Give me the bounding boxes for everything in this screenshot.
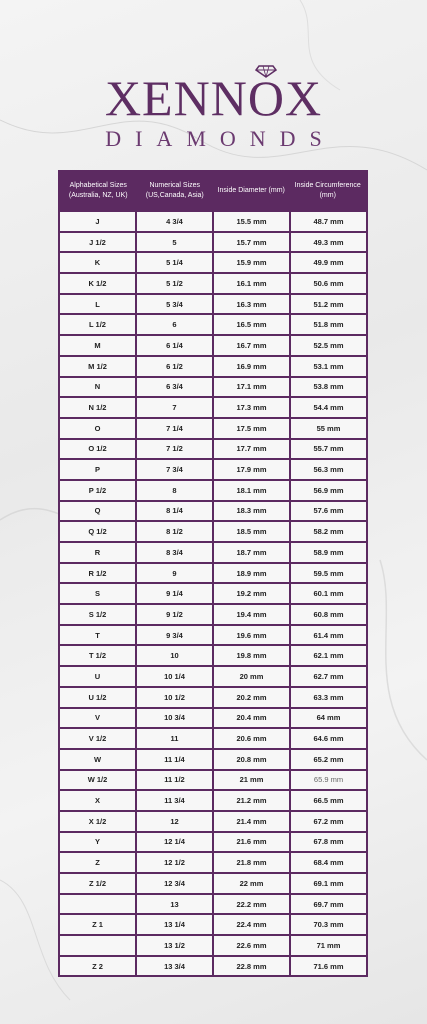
cell-circumference: 57.6 mm <box>291 502 366 521</box>
cell-circumference: 63.3 mm <box>291 688 366 707</box>
cell-circumference: 53.8 mm <box>291 378 366 397</box>
cell-diameter: 15.7 mm <box>214 233 289 252</box>
cell-alpha-size: Z 1 <box>60 915 135 934</box>
cell-circumference: 55.7 mm <box>291 440 366 459</box>
cell-circumference: 59.5 mm <box>291 564 366 583</box>
cell-alpha-size: R 1/2 <box>60 564 135 583</box>
cell-diameter: 15.5 mm <box>214 212 289 231</box>
cell-diameter: 21.2 mm <box>214 791 289 810</box>
cell-numeric-size: 7 3/4 <box>137 460 212 479</box>
table-row <box>60 502 366 523</box>
cell-diameter: 17.7 mm <box>214 440 289 459</box>
cell-diameter: 16.9 mm <box>214 357 289 376</box>
cell-circumference: 60.1 mm <box>291 584 366 603</box>
cell-circumference: 56.3 mm <box>291 460 366 479</box>
cell-alpha-size: O <box>60 419 135 438</box>
cell-numeric-size: 12 1/2 <box>137 853 212 872</box>
table-row <box>60 398 366 419</box>
cell-circumference: 67.8 mm <box>291 833 366 852</box>
cell-circumference: 51.2 mm <box>291 295 366 314</box>
diamond-ring-icon <box>255 64 277 78</box>
header-alphabetical: Alphabetical Sizes (Australia, NZ, UK) <box>68 182 128 199</box>
cell-diameter: 22 mm <box>214 874 289 893</box>
cell-numeric-size: 8 1/2 <box>137 522 212 541</box>
table-row <box>60 915 366 936</box>
cell-circumference: 65.2 mm <box>291 750 366 769</box>
cell-diameter: 21.8 mm <box>214 853 289 872</box>
cell-numeric-size: 7 1/2 <box>137 440 212 459</box>
table-row <box>60 274 366 295</box>
table-row <box>60 729 366 750</box>
table-row <box>60 771 366 792</box>
brand-name-part1: XENN <box>104 70 248 126</box>
table-row <box>60 584 366 605</box>
cell-diameter: 16.3 mm <box>214 295 289 314</box>
table-row <box>60 895 366 916</box>
cell-circumference: 62.1 mm <box>291 646 366 665</box>
table-row <box>60 646 366 667</box>
cell-circumference: 48.7 mm <box>291 212 366 231</box>
cell-numeric-size: 6 1/4 <box>137 336 212 355</box>
cell-numeric-size: 13 <box>137 895 212 914</box>
cell-alpha-size: X 1/2 <box>60 812 135 831</box>
cell-numeric-size: 12 3/4 <box>137 874 212 893</box>
cell-alpha-size: Z 2 <box>60 957 135 976</box>
cell-alpha-size: L 1/2 <box>60 315 135 334</box>
cell-diameter: 16.1 mm <box>214 274 289 293</box>
cell-diameter: 18.1 mm <box>214 481 289 500</box>
cell-alpha-size <box>60 936 135 955</box>
cell-circumference: 66.5 mm <box>291 791 366 810</box>
cell-diameter: 16.7 mm <box>214 336 289 355</box>
cell-numeric-size: 5 <box>137 233 212 252</box>
table-row <box>60 212 366 233</box>
cell-diameter: 22.4 mm <box>214 915 289 934</box>
cell-alpha-size: L <box>60 295 135 314</box>
cell-diameter: 18.7 mm <box>214 543 289 562</box>
cell-numeric-size: 10 1/2 <box>137 688 212 707</box>
cell-alpha-size: T <box>60 626 135 645</box>
cell-alpha-size: N 1/2 <box>60 398 135 417</box>
cell-alpha-size: W <box>60 750 135 769</box>
cell-circumference: 50.6 mm <box>291 274 366 293</box>
cell-circumference: 56.9 mm <box>291 481 366 500</box>
cell-diameter: 17.9 mm <box>214 460 289 479</box>
cell-circumference: 69.7 mm <box>291 895 366 914</box>
table-row <box>60 378 366 399</box>
cell-diameter: 17.1 mm <box>214 378 289 397</box>
table-row <box>60 626 366 647</box>
table-row <box>60 543 366 564</box>
cell-circumference: 49.3 mm <box>291 233 366 252</box>
cell-numeric-size: 13 1/4 <box>137 915 212 934</box>
cell-diameter: 20.2 mm <box>214 688 289 707</box>
cell-numeric-size: 12 1/4 <box>137 833 212 852</box>
cell-diameter: 19.4 mm <box>214 605 289 624</box>
cell-alpha-size: V <box>60 709 135 728</box>
table-row <box>60 564 366 585</box>
cell-alpha-size: V 1/2 <box>60 729 135 748</box>
brand-name <box>105 70 322 126</box>
cell-numeric-size: 7 <box>137 398 212 417</box>
table-row <box>60 315 366 336</box>
cell-circumference: 58.9 mm <box>291 543 366 562</box>
cell-diameter: 18.5 mm <box>214 522 289 541</box>
cell-circumference: 68.4 mm <box>291 853 366 872</box>
table-row <box>60 460 366 481</box>
cell-circumference: 62.7 mm <box>291 667 366 686</box>
cell-diameter: 19.8 mm <box>214 646 289 665</box>
cell-diameter: 17.3 mm <box>214 398 289 417</box>
cell-circumference: 53.1 mm <box>291 357 366 376</box>
cell-circumference: 67.2 mm <box>291 812 366 831</box>
cell-numeric-size: 8 3/4 <box>137 543 212 562</box>
cell-numeric-size: 11 3/4 <box>137 791 212 810</box>
cell-alpha-size: U <box>60 667 135 686</box>
cell-circumference: 70.3 mm <box>291 915 366 934</box>
table-row <box>60 936 366 957</box>
cell-alpha-size: U 1/2 <box>60 688 135 707</box>
table-row <box>60 419 366 440</box>
table-row <box>60 357 366 378</box>
cell-diameter: 21.6 mm <box>214 833 289 852</box>
cell-numeric-size: 13 1/2 <box>137 936 212 955</box>
cell-alpha-size: J 1/2 <box>60 233 135 252</box>
cell-circumference: 71 mm <box>291 936 366 955</box>
cell-circumference: 52.5 mm <box>291 336 366 355</box>
table-row <box>60 812 366 833</box>
table-row <box>60 874 366 895</box>
table-row <box>60 709 366 730</box>
table-row <box>60 481 366 502</box>
cell-numeric-size: 10 <box>137 646 212 665</box>
cell-diameter: 18.9 mm <box>214 564 289 583</box>
cell-diameter: 20.4 mm <box>214 709 289 728</box>
brand-name-o: O <box>248 70 285 126</box>
cell-circumference: 69.1 mm <box>291 874 366 893</box>
cell-diameter: 20.6 mm <box>214 729 289 748</box>
cell-diameter: 19.2 mm <box>214 584 289 603</box>
cell-numeric-size: 7 1/4 <box>137 419 212 438</box>
cell-numeric-size: 10 3/4 <box>137 709 212 728</box>
cell-alpha-size: W 1/2 <box>60 771 135 790</box>
cell-numeric-size: 10 1/4 <box>137 667 212 686</box>
cell-numeric-size: 12 <box>137 812 212 831</box>
table-row <box>60 688 366 709</box>
cell-numeric-size: 11 1/2 <box>137 771 212 790</box>
cell-alpha-size: Z <box>60 853 135 872</box>
cell-diameter: 20 mm <box>214 667 289 686</box>
cell-alpha-size: M <box>60 336 135 355</box>
cell-alpha-size: Y <box>60 833 135 852</box>
cell-alpha-size: Q <box>60 502 135 521</box>
cell-circumference: 64.6 mm <box>291 729 366 748</box>
cell-diameter: 22.6 mm <box>214 936 289 955</box>
table-row <box>60 295 366 316</box>
cell-circumference: 55 mm <box>291 419 366 438</box>
cell-alpha-size <box>60 895 135 914</box>
cell-circumference: 65.9 mm <box>291 771 366 790</box>
cell-circumference: 49.9 mm <box>291 253 366 272</box>
cell-numeric-size: 6 <box>137 315 212 334</box>
ring-size-table <box>58 170 368 977</box>
cell-alpha-size: K <box>60 253 135 272</box>
cell-circumference: 61.4 mm <box>291 626 366 645</box>
table-row <box>60 522 366 543</box>
brand-subtitle: DIAMONDS <box>105 126 336 151</box>
table-row <box>60 853 366 874</box>
header-diameter: Inside Diameter (mm) <box>217 187 285 194</box>
header-circumference: Inside Circumference (mm) <box>294 182 361 199</box>
table-row <box>60 440 366 461</box>
cell-alpha-size: X <box>60 791 135 810</box>
table-row <box>60 957 366 978</box>
cell-alpha-size: Z 1/2 <box>60 874 135 893</box>
cell-circumference: 54.4 mm <box>291 398 366 417</box>
cell-numeric-size: 9 1/4 <box>137 584 212 603</box>
cell-diameter: 22.8 mm <box>214 957 289 976</box>
cell-diameter: 20.8 mm <box>214 750 289 769</box>
cell-numeric-size: 6 1/2 <box>137 357 212 376</box>
cell-numeric-size: 9 <box>137 564 212 583</box>
table-row <box>60 667 366 688</box>
cell-alpha-size: N <box>60 378 135 397</box>
table-header <box>58 170 368 212</box>
cell-alpha-size: O 1/2 <box>60 440 135 459</box>
cell-alpha-size: J <box>60 212 135 231</box>
header-numerical: Numerical Sizes (US,Canada, Asia) <box>145 182 204 199</box>
brand-logo <box>0 70 427 152</box>
cell-numeric-size: 11 1/4 <box>137 750 212 769</box>
cell-numeric-size: 6 3/4 <box>137 378 212 397</box>
table-row <box>60 605 366 626</box>
table-body <box>58 212 368 977</box>
table-row <box>60 336 366 357</box>
cell-alpha-size: P <box>60 460 135 479</box>
cell-circumference: 60.8 mm <box>291 605 366 624</box>
cell-circumference: 71.6 mm <box>291 957 366 976</box>
cell-alpha-size: M 1/2 <box>60 357 135 376</box>
cell-numeric-size: 11 <box>137 729 212 748</box>
table-row <box>60 750 366 771</box>
cell-alpha-size: S 1/2 <box>60 605 135 624</box>
cell-alpha-size: P 1/2 <box>60 481 135 500</box>
cell-alpha-size: T 1/2 <box>60 646 135 665</box>
cell-numeric-size: 13 3/4 <box>137 957 212 976</box>
cell-numeric-size: 9 1/2 <box>137 605 212 624</box>
cell-numeric-size: 8 1/4 <box>137 502 212 521</box>
cell-diameter: 21.4 mm <box>214 812 289 831</box>
cell-diameter: 16.5 mm <box>214 315 289 334</box>
brand-name-part2: X <box>284 70 323 126</box>
cell-numeric-size: 5 3/4 <box>137 295 212 314</box>
cell-alpha-size: R <box>60 543 135 562</box>
cell-alpha-size: Q 1/2 <box>60 522 135 541</box>
cell-numeric-size: 9 3/4 <box>137 626 212 645</box>
cell-diameter: 15.9 mm <box>214 253 289 272</box>
cell-diameter: 22.2 mm <box>214 895 289 914</box>
table-row <box>60 233 366 254</box>
cell-numeric-size: 8 <box>137 481 212 500</box>
cell-circumference: 58.2 mm <box>291 522 366 541</box>
cell-diameter: 21 mm <box>214 771 289 790</box>
cell-diameter: 18.3 mm <box>214 502 289 521</box>
cell-alpha-size: S <box>60 584 135 603</box>
cell-diameter: 17.5 mm <box>214 419 289 438</box>
table-row <box>60 791 366 812</box>
cell-alpha-size: K 1/2 <box>60 274 135 293</box>
cell-numeric-size: 5 1/4 <box>137 253 212 272</box>
cell-numeric-size: 5 1/2 <box>137 274 212 293</box>
table-row <box>60 253 366 274</box>
cell-circumference: 64 mm <box>291 709 366 728</box>
cell-circumference: 51.8 mm <box>291 315 366 334</box>
table-row <box>60 833 366 854</box>
cell-diameter: 19.6 mm <box>214 626 289 645</box>
cell-numeric-size: 4 3/4 <box>137 212 212 231</box>
